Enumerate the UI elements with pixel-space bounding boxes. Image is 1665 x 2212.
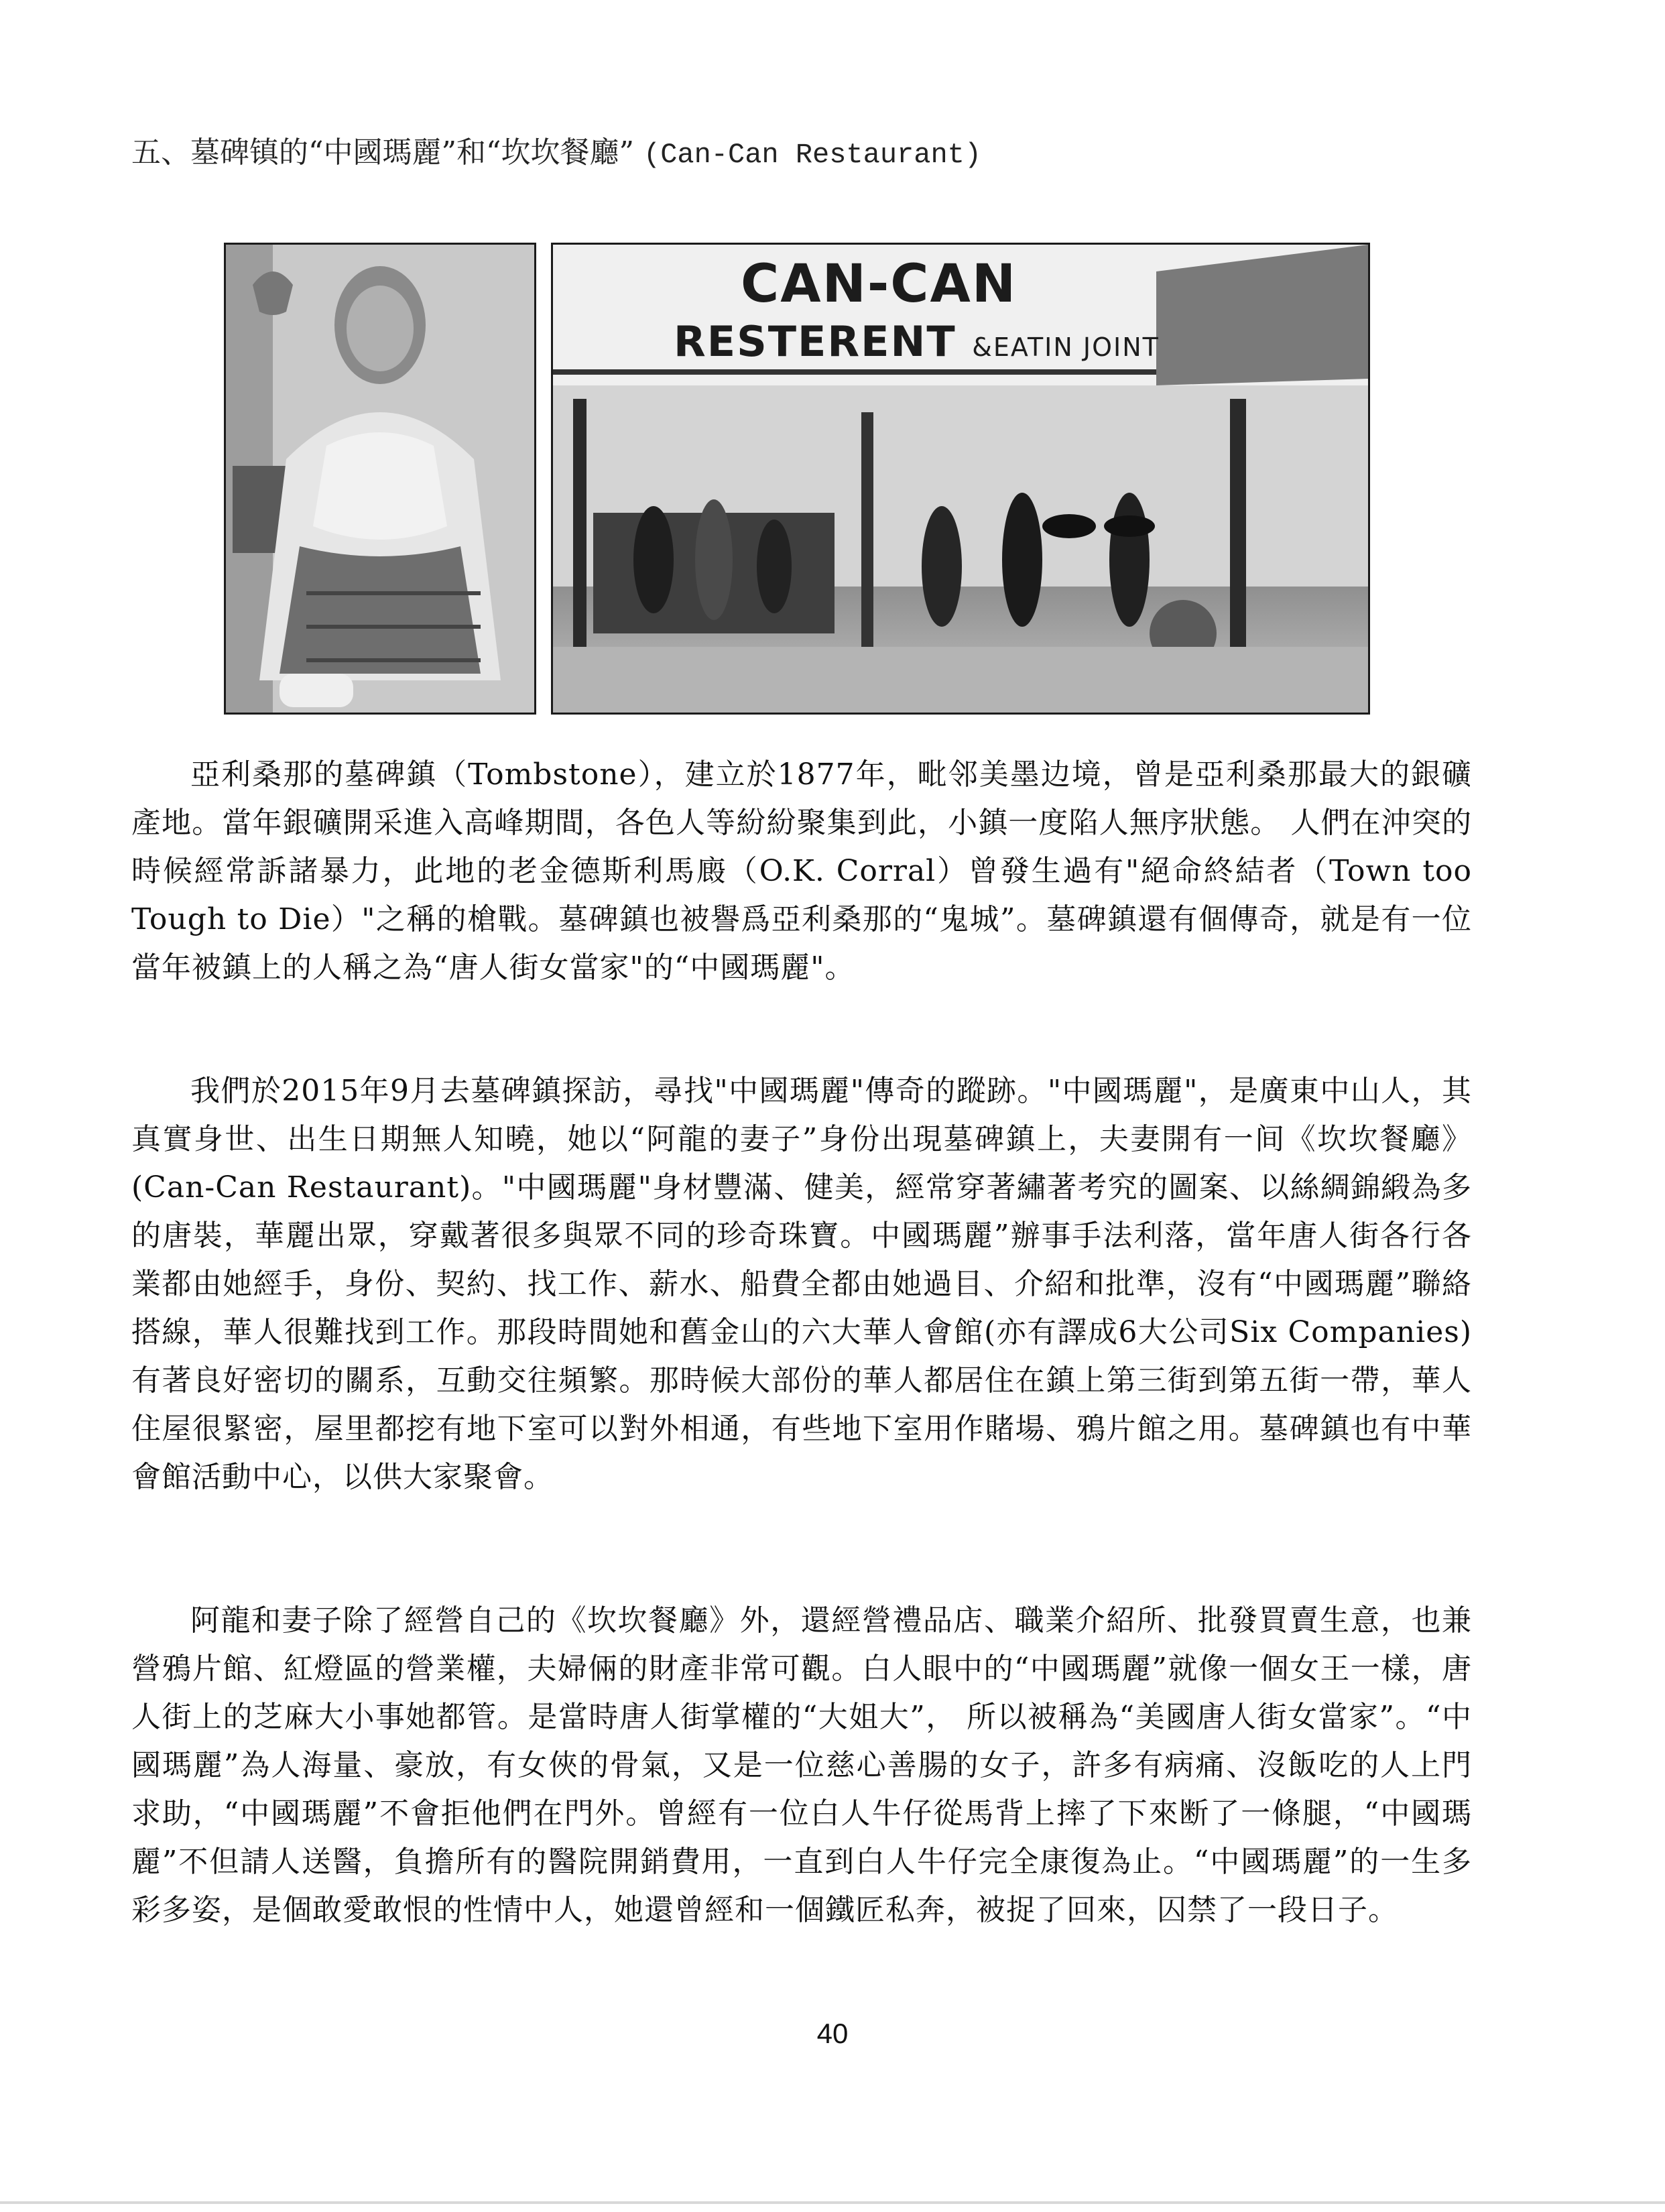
storefront-photo-icon — [553, 245, 1368, 713]
sign-resterent-word: RESTERENT — [674, 317, 957, 366]
china-mary-portrait-photo — [224, 243, 536, 715]
heading-number: 五、 — [131, 135, 190, 170]
paragraph-1-text: 亞利桑那的墓碑鎮（Tombstone），建立於1877年，毗邻美墨边境，曾是亞利桑那最大的銀礦產地。當年銀礦開采進入高峰期間，各色人等紛紛聚集到此，小鎮一度陷人無序狀態。 人們在沖突的時候經常訴諸暴力，此地的老金德斯利馬廄（O.K. Corral）曾發生過有"絕命終結者（Town too Tough to Die）"之稱的槍戰。墓碑鎮也被譽爲亞利桑那的“鬼城”。墓碑鎮還有個傳奇，就是有一位當年被鎮上的人稱之為“唐人街女當家"的“中國瑪麗"。 — [131, 757, 1472, 985]
sign-eatin-joint-word: &EATIN JOINT — [972, 332, 1160, 362]
section-heading — [131, 133, 1405, 175]
page-number: 40 — [816, 2018, 849, 2049]
paragraph-ah-lum-business — [131, 1597, 1472, 1934]
cancan-restaurant-photo — [551, 243, 1370, 715]
paragraph-china-mary — [131, 1067, 1472, 1501]
heading-title-cn: 墓碑镇的“中國瑪麗”和“坎坎餐廳” — [190, 135, 634, 170]
paragraph-2-text: 我們於2015年9月去墓碑鎮探訪，尋找"中國瑪麗"傳奇的蹤跡。"中國瑪麗"，是廣東中山人，其真實身世、出生日期無人知曉，她以“阿龍的妻子”身份出現墓碑鎮上，夫妻開有一间《坎坎餐廳》(Can-Can Restaurant)。"中國瑪麗"身材豐滿、健美，經常穿著繡著考究的圖案、以絲綢錦緞為多的唐裝，華麗出眾，穿戴著很多與眾不同的珍奇珠寶。中國瑪麗”辦事手法利落，當年唐人街各行各業都由她經手，身份、契約、找工作、薪水、船費全都由她過目、介紹和批準，沒有“中國瑪麗”聯絡搭線，華人很難找到工作。那段時間她和舊金山的六大華人會館(亦有譯成6大公司Six Companies) 有著良好密切的關系，互動交往頻繁。那時候大部份的華人都居住在鎮上第三街到第五街一帶，華人住屋很緊密，屋里都挖有地下室可以對外相通，有些地下室用作賭場、鴉片館之用。墓碑鎮也有中華會館活動中心，以供大家聚會。 — [131, 1074, 1472, 1494]
portrait-photo-icon — [226, 245, 534, 713]
paragraph-tombstone — [131, 751, 1472, 992]
sign-restaurant-text — [674, 317, 1160, 366]
paragraph-3-text: 阿龍和妻子除了經營自己的《坎坎餐廳》外，還經營禮品店、職業介紹所、批發買賣生意，也兼營鴉片館、紅燈區的營業權，夫婦倆的財產非常可觀。白人眼中的“中國瑪麗”就像一個女王一樣，唐人街上的芝麻大小事她都管。是當時唐人街掌權的“大姐大”， 所以被稱為“美國唐人街女當家”。“中國瑪麗”為人海量、豪放，有女俠的骨氣，又是一位慈心善腸的女子，許多有病痛、沒飯吃的人上門求助，“中國瑪麗”不會拒他們在門外。曾經有一位白人牛仔從馬背上摔了下來断了一條腿，“中國瑪麗”不但請人送醫，負擔所有的醫院開銷費用，一直到白人牛仔完全康復為止。“中國瑪麗”的一生多彩多姿，是個敢愛敢恨的性情中人，她還曾經和一個鐵匠私奔，被捉了回來，囚禁了一段日子。 — [131, 1603, 1473, 1927]
sign-cancan-text: CAN-CAN — [741, 254, 1018, 314]
scan-edge-divider — [0, 2201, 1665, 2204]
heading-title-en: (Can-Can Restaurant) — [643, 139, 982, 171]
